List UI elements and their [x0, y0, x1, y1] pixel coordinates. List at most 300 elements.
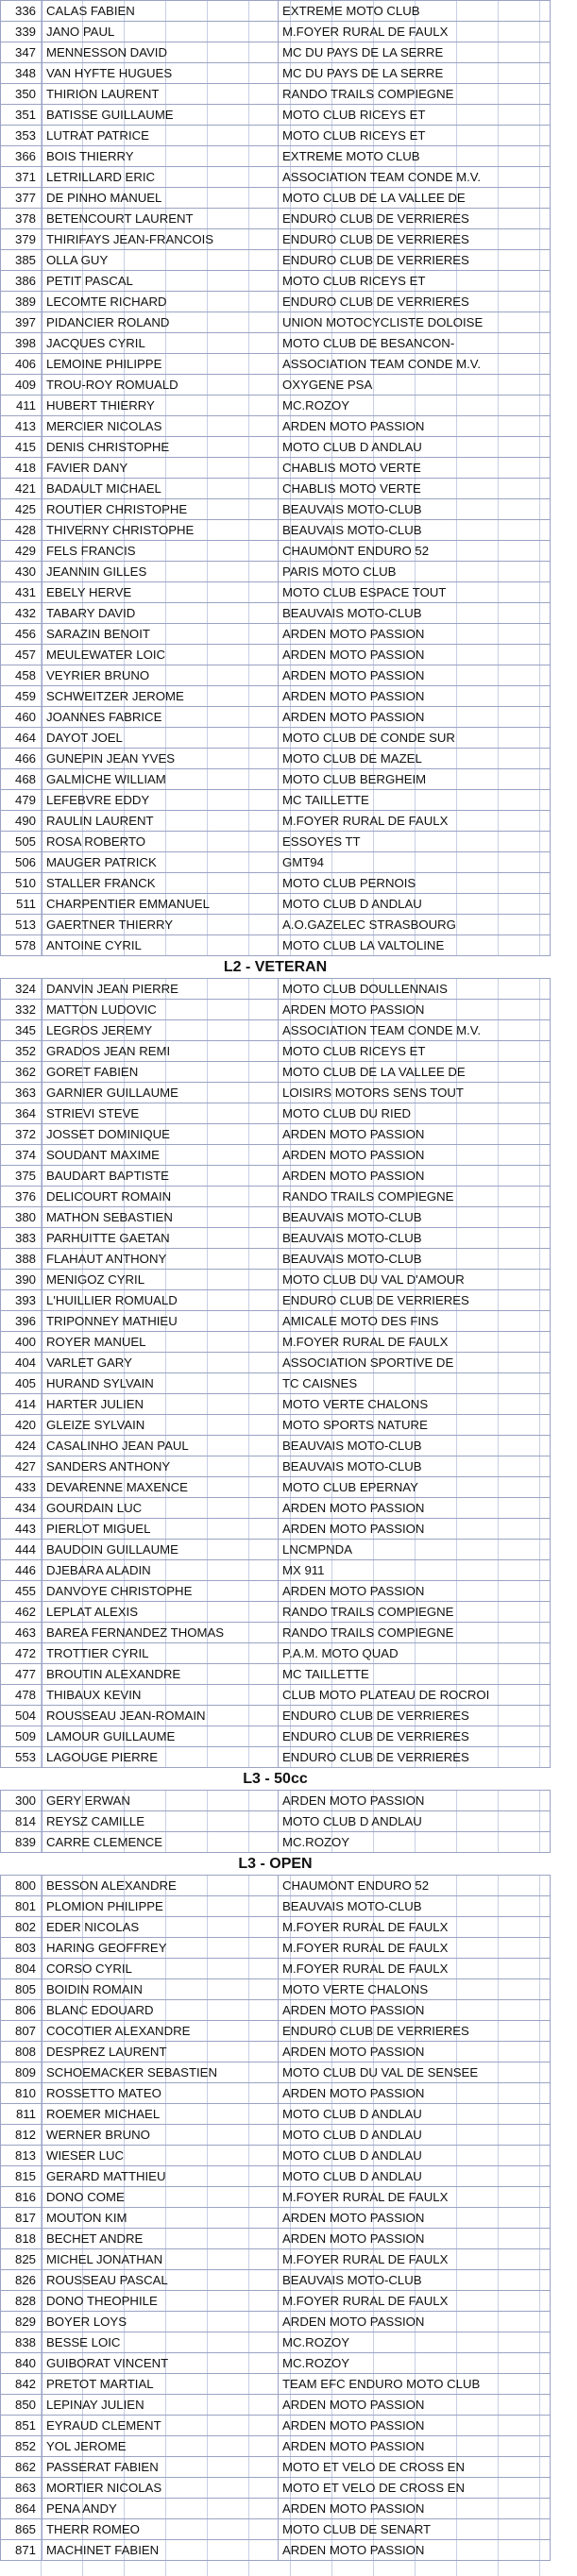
rider-name: ROEMER MICHAEL: [42, 2104, 279, 2125]
rider-name: JOSSET DOMINIQUE: [42, 1124, 279, 1145]
rider-name: LEFEBVRE EDDY: [42, 790, 279, 811]
rider-name: PASSERAT FABIEN: [42, 2457, 279, 2478]
table-row: [1, 1477, 551, 1498]
rider-number: 472: [1, 1643, 42, 1664]
rider-club: BEAUVAIS MOTO-CLUB: [279, 1207, 551, 1228]
table-row: [1, 1811, 551, 1832]
rider-number: 463: [1, 1623, 42, 1643]
rider-club: MOTO CLUB BERGHEIM: [279, 769, 551, 790]
rider-number: 386: [1, 271, 42, 292]
rider-number: 806: [1, 2000, 42, 2021]
rider-club: ARDEN MOTO PASSION: [279, 2312, 551, 2332]
rider-name: STALLER FRANCK: [42, 873, 279, 894]
rider-club: MOTO CLUB DE CONDE SUR: [279, 728, 551, 749]
rider-name: TABARY DAVID: [42, 603, 279, 624]
rider-name: ROUTIER CHRISTOPHE: [42, 499, 279, 520]
rider-club: ESSOYES TT: [279, 832, 551, 852]
rider-club: GMT94: [279, 852, 551, 873]
table-row: [1, 1685, 551, 1706]
rider-club: MX 911: [279, 1560, 551, 1581]
rider-club: M.FOYER RURAL DE FAULX: [279, 1959, 551, 1979]
rider-club: ENDURO CLUB DE VERRIERES: [279, 292, 551, 312]
rider-club: UNION MOTOCYCLISTE DOLOISE: [279, 312, 551, 333]
rider-name: CASALINHO JEAN PAUL: [42, 1436, 279, 1456]
table-row: [1, 105, 551, 126]
table-row: [1, 2042, 551, 2062]
rider-club: BEAUVAIS MOTO-CLUB: [279, 603, 551, 624]
table-row: [1, 1436, 551, 1456]
section-header-row: [1, 1853, 551, 1876]
rider-club: ARDEN MOTO PASSION: [279, 2042, 551, 2062]
table-row: [1, 811, 551, 832]
rider-number: 428: [1, 520, 42, 541]
table-row: [1, 2229, 551, 2249]
rider-name: PLOMION PHILIPPE: [42, 1896, 279, 1917]
rider-number: 404: [1, 1353, 42, 1373]
rider-club: MOTO SPORTS NATURE: [279, 1415, 551, 1436]
rider-club: MC DU PAYS DE LA SERRE: [279, 63, 551, 84]
table-row: [1, 1456, 551, 1477]
table-row: [1, 1540, 551, 1560]
rider-number: 385: [1, 250, 42, 271]
section-title: L2 - VETERAN: [1, 956, 551, 979]
rider-club: MOTO CLUB DE SENART: [279, 2519, 551, 2540]
rider-number: 366: [1, 146, 42, 167]
table-row: [1, 520, 551, 541]
rider-number: 376: [1, 1187, 42, 1207]
rider-name: THIVERNY CHRISTOPHE: [42, 520, 279, 541]
rider-name: MAUGER PATRICK: [42, 852, 279, 873]
table-row: [1, 1, 551, 22]
rider-name: REYSZ CAMILLE: [42, 1811, 279, 1832]
rider-name: BESSON ALEXANDRE: [42, 1876, 279, 1896]
rider-club: MOTO CLUB DOULLENNAIS: [279, 979, 551, 1000]
rider-number: 421: [1, 479, 42, 499]
table-row: [1, 873, 551, 894]
rider-name: PIDANCIER ROLAND: [42, 312, 279, 333]
rider-name: LUTRAT PATRICE: [42, 126, 279, 146]
rider-name: MICHEL JONATHAN: [42, 2249, 279, 2270]
table-row: [1, 250, 551, 271]
table-row: [1, 209, 551, 229]
rider-number: 490: [1, 811, 42, 832]
rider-name: HARING GEOFFREY: [42, 1938, 279, 1959]
rider-name: GUNEPIN JEAN YVES: [42, 749, 279, 769]
rider-number: 434: [1, 1498, 42, 1519]
rider-name: CALAS FABIEN: [42, 1, 279, 22]
rider-number: 457: [1, 645, 42, 665]
table-row: [1, 146, 551, 167]
table-row: [1, 1270, 551, 1290]
rider-number: 363: [1, 1083, 42, 1103]
rider-number: 414: [1, 1394, 42, 1415]
rider-number: 339: [1, 22, 42, 42]
table-row: [1, 2208, 551, 2229]
rider-number: 380: [1, 1207, 42, 1228]
rider-number: 324: [1, 979, 42, 1000]
rider-club: LOISIRS MOTORS SENS TOUT: [279, 1083, 551, 1103]
rider-club: MOTO ET VELO DE CROSS EN: [279, 2457, 551, 2478]
table-row: [1, 894, 551, 915]
rider-club: RANDO TRAILS COMPIEGNE: [279, 1623, 551, 1643]
rider-name: MATHON SEBASTIEN: [42, 1207, 279, 1228]
rider-club: EXTREME MOTO CLUB: [279, 1, 551, 22]
rider-club: ARDEN MOTO PASSION: [279, 2416, 551, 2436]
table-row: [1, 167, 551, 188]
table-row: [1, 915, 551, 935]
rider-club: BEAUVAIS MOTO-CLUB: [279, 520, 551, 541]
rider-number: 383: [1, 1228, 42, 1249]
rider-name: LEGROS JEREMY: [42, 1020, 279, 1041]
rider-name: GERY ERWAN: [42, 1791, 279, 1811]
rider-name: FELS FRANCIS: [42, 541, 279, 562]
rider-number: 455: [1, 1581, 42, 1602]
rider-number: 371: [1, 167, 42, 188]
rider-club: ARDEN MOTO PASSION: [279, 1519, 551, 1540]
rider-number: 511: [1, 894, 42, 915]
rider-club: ENDURO CLUB DE VERRIERES: [279, 1747, 551, 1768]
rider-name: LEMOINE PHILIPPE: [42, 354, 279, 375]
table-row: [1, 1290, 551, 1311]
table-row: [1, 84, 551, 105]
rider-number: 578: [1, 935, 42, 956]
rider-name: DESPREZ LAURENT: [42, 2042, 279, 2062]
table-row: [1, 271, 551, 292]
rider-number: 351: [1, 105, 42, 126]
rider-name: OLLA GUY: [42, 250, 279, 271]
table-row: [1, 1979, 551, 2000]
table-row: [1, 2249, 551, 2270]
table-row: [1, 562, 551, 582]
rider-name: EYRAUD CLEMENT: [42, 2416, 279, 2436]
table-row: [1, 728, 551, 749]
rider-name: GALMICHE WILLIAM: [42, 769, 279, 790]
rider-name: BOIDIN ROMAIN: [42, 1979, 279, 2000]
table-row: [1, 1832, 551, 1853]
rider-number: 510: [1, 873, 42, 894]
rider-number: 864: [1, 2499, 42, 2519]
rider-number: 411: [1, 396, 42, 416]
rider-number: 459: [1, 686, 42, 707]
rider-club: MOTO CLUB ESPACE TOUT: [279, 582, 551, 603]
table-row: [1, 2146, 551, 2166]
rider-name: MENIGOZ CYRIL: [42, 1270, 279, 1290]
rider-number: 818: [1, 2229, 42, 2249]
rider-number: 444: [1, 1540, 42, 1560]
rider-name: DJEBARA ALADIN: [42, 1560, 279, 1581]
rider-club: ARDEN MOTO PASSION: [279, 1791, 551, 1811]
table-row: [1, 769, 551, 790]
rider-club: ARDEN MOTO PASSION: [279, 2000, 551, 2021]
rider-club: PARIS MOTO CLUB: [279, 562, 551, 582]
section-header-row: [1, 1768, 551, 1791]
table-row: [1, 1166, 551, 1187]
rider-name: DELICOURT ROMAIN: [42, 1187, 279, 1207]
rider-name: DE PINHO MANUEL: [42, 188, 279, 209]
rider-name: MENNESSON DAVID: [42, 42, 279, 63]
rider-number: 803: [1, 1938, 42, 1959]
rider-number: 814: [1, 1811, 42, 1832]
rider-number: 418: [1, 458, 42, 479]
rider-club: M.FOYER RURAL DE FAULX: [279, 811, 551, 832]
table-row: [1, 1083, 551, 1103]
table-row: [1, 1228, 551, 1249]
table-row: [1, 2000, 551, 2021]
rider-club: MOTO CLUB DE BESANCON-: [279, 333, 551, 354]
rider-club: MC TAILLETTE: [279, 1664, 551, 1685]
rider-name: THIBAUX KEVIN: [42, 1685, 279, 1706]
rider-club: M.FOYER RURAL DE FAULX: [279, 1332, 551, 1353]
table-row: [1, 1041, 551, 1062]
rider-name: STRIEVI STEVE: [42, 1103, 279, 1124]
rider-club: MOTO CLUB RICEYS ET: [279, 105, 551, 126]
rider-name: HUBERT THIERRY: [42, 396, 279, 416]
rider-name: VEYRIER BRUNO: [42, 665, 279, 686]
rider-club: ARDEN MOTO PASSION: [279, 665, 551, 686]
rider-name: L'HUILLIER ROMUALD: [42, 1290, 279, 1311]
table-row: [1, 1876, 551, 1896]
table-row: [1, 63, 551, 84]
rider-name: GOURDAIN LUC: [42, 1498, 279, 1519]
table-row: [1, 665, 551, 686]
rider-number: 396: [1, 1311, 42, 1332]
rider-number: 345: [1, 1020, 42, 1041]
table-row: [1, 707, 551, 728]
rider-number: 809: [1, 2062, 42, 2083]
rider-club: M.FOYER RURAL DE FAULX: [279, 2187, 551, 2208]
table-row: [1, 1747, 551, 1768]
rider-number: 816: [1, 2187, 42, 2208]
rider-name: EBELY HERVE: [42, 582, 279, 603]
rider-club: ASSOCIATION SPORTIVE DE: [279, 1353, 551, 1373]
rider-name: BOIS THIERRY: [42, 146, 279, 167]
rider-club: MOTO CLUB D ANDLAU: [279, 2104, 551, 2125]
rider-name: GAERTNER THIERRY: [42, 915, 279, 935]
table-row: [1, 790, 551, 811]
rider-club: MOTO CLUB PERNOIS: [279, 873, 551, 894]
rider-number: 400: [1, 1332, 42, 1353]
rider-number: 802: [1, 1917, 42, 1938]
rider-number: 505: [1, 832, 42, 852]
rider-club: RANDO TRAILS COMPIEGNE: [279, 1187, 551, 1207]
table-row: [1, 1332, 551, 1353]
table-row: [1, 396, 551, 416]
rider-name: GRADOS JEAN REMI: [42, 1041, 279, 1062]
rider-club: MC TAILLETTE: [279, 790, 551, 811]
rider-number: 443: [1, 1519, 42, 1540]
table-row: [1, 1560, 551, 1581]
rider-number: 826: [1, 2270, 42, 2291]
rider-name: CHARPENTIER EMMANUEL: [42, 894, 279, 915]
table-row: [1, 624, 551, 645]
rider-club: MOTO CLUB RICEYS ET: [279, 126, 551, 146]
rider-name: MOUTON KIM: [42, 2208, 279, 2229]
rider-name: VAN HYFTE HUGUES: [42, 63, 279, 84]
rider-club: RANDO TRAILS COMPIEGNE: [279, 1602, 551, 1623]
rider-number: 406: [1, 354, 42, 375]
table-row: [1, 1959, 551, 1979]
table-row: [1, 479, 551, 499]
rider-name: DANVIN JEAN PIERRE: [42, 979, 279, 1000]
rider-number: 478: [1, 1685, 42, 1706]
rider-number: 840: [1, 2353, 42, 2374]
rider-name: BOYER LOYS: [42, 2312, 279, 2332]
rider-name: TRIPONNEY MATHIEU: [42, 1311, 279, 1332]
rider-club: ARDEN MOTO PASSION: [279, 2395, 551, 2416]
rider-name: DEVARENNE MAXENCE: [42, 1477, 279, 1498]
rider-number: 852: [1, 2436, 42, 2457]
rider-name: MEULEWATER LOIC: [42, 645, 279, 665]
rider-club: ARDEN MOTO PASSION: [279, 2436, 551, 2457]
table-row: [1, 2291, 551, 2312]
rider-name: DONO COME: [42, 2187, 279, 2208]
table-row: [1, 1187, 551, 1207]
rider-club: ARDEN MOTO PASSION: [279, 1166, 551, 1187]
rider-number: 477: [1, 1664, 42, 1685]
rider-number: 405: [1, 1373, 42, 1394]
rider-club: MOTO CLUB D ANDLAU: [279, 1811, 551, 1832]
rider-club: ARDEN MOTO PASSION: [279, 1124, 551, 1145]
rider-number: 839: [1, 1832, 42, 1853]
table-row: [1, 2478, 551, 2499]
rider-number: 863: [1, 2478, 42, 2499]
table-row: [1, 229, 551, 250]
rider-name: COCOTIER ALEXANDRE: [42, 2021, 279, 2042]
table-row: [1, 582, 551, 603]
rider-number: 851: [1, 2416, 42, 2436]
rider-club: MOTO CLUB EPERNAY: [279, 1477, 551, 1498]
rider-name: LETRILLARD ERIC: [42, 167, 279, 188]
table-row: [1, 22, 551, 42]
rider-number: 372: [1, 1124, 42, 1145]
rider-club: M.FOYER RURAL DE FAULX: [279, 1938, 551, 1959]
rider-club: MOTO CLUB DU RIED: [279, 1103, 551, 1124]
rider-name: MATTON LUDOVIC: [42, 1000, 279, 1020]
rider-name: BECHET ANDRE: [42, 2229, 279, 2249]
table-row: [1, 2062, 551, 2083]
rider-club: M.FOYER RURAL DE FAULX: [279, 1917, 551, 1938]
table-row: [1, 2416, 551, 2436]
rider-name: THERR ROMEO: [42, 2519, 279, 2540]
rider-number: 801: [1, 1896, 42, 1917]
rider-club: AMICALE MOTO DES FINS: [279, 1311, 551, 1332]
rider-name: BATISSE GUILLAUME: [42, 105, 279, 126]
table-row: [1, 2519, 551, 2540]
rider-name: BAUDART BAPTISTE: [42, 1166, 279, 1187]
rider-name: LEPINAY JULIEN: [42, 2395, 279, 2416]
rider-club: ARDEN MOTO PASSION: [279, 1581, 551, 1602]
table-row: [1, 2457, 551, 2478]
rider-number: 415: [1, 437, 42, 458]
table-row: [1, 1062, 551, 1083]
rider-club: ARDEN MOTO PASSION: [279, 645, 551, 665]
rider-number: 374: [1, 1145, 42, 1166]
rider-number: 800: [1, 1876, 42, 1896]
table-row: [1, 1124, 551, 1145]
rider-number: 398: [1, 333, 42, 354]
rider-name: HURAND SYLVAIN: [42, 1373, 279, 1394]
rider-number: 805: [1, 1979, 42, 2000]
rider-club: M.FOYER RURAL DE FAULX: [279, 2291, 551, 2312]
rider-number: 825: [1, 2249, 42, 2270]
rider-number: 458: [1, 665, 42, 686]
rider-club: MOTO CLUB D ANDLAU: [279, 2166, 551, 2187]
rider-number: 336: [1, 1, 42, 22]
rider-number: 393: [1, 1290, 42, 1311]
rider-name: ROUSSEAU PASCAL: [42, 2270, 279, 2291]
table-row: [1, 2187, 551, 2208]
rider-name: RAULIN LAURENT: [42, 811, 279, 832]
rider-club: ARDEN MOTO PASSION: [279, 1498, 551, 1519]
rider-number: 352: [1, 1041, 42, 1062]
rider-club: MOTO ET VELO DE CROSS EN: [279, 2478, 551, 2499]
rider-number: 379: [1, 229, 42, 250]
table-row: [1, 2436, 551, 2457]
rider-club: ARDEN MOTO PASSION: [279, 2208, 551, 2229]
rider-number: 429: [1, 541, 42, 562]
rider-club: ENDURO CLUB DE VERRIERES: [279, 1706, 551, 1726]
rider-club: ARDEN MOTO PASSION: [279, 2229, 551, 2249]
rider-club: MC.ROZOY: [279, 396, 551, 416]
rider-number: 456: [1, 624, 42, 645]
table-row: [1, 2270, 551, 2291]
rider-club: CHABLIS MOTO VERTE: [279, 458, 551, 479]
rider-number: 375: [1, 1166, 42, 1187]
rider-club: CHAUMONT ENDURO 52: [279, 1876, 551, 1896]
table-row: [1, 2374, 551, 2395]
rider-name: GORET FABIEN: [42, 1062, 279, 1083]
section-title: L3 - OPEN: [1, 1853, 551, 1876]
table-row: [1, 2312, 551, 2332]
rider-name: ROYER MANUEL: [42, 1332, 279, 1353]
table-row: [1, 1020, 551, 1041]
rider-number: 850: [1, 2395, 42, 2416]
rider-club: MC DU PAYS DE LA SERRE: [279, 42, 551, 63]
table-row: [1, 2125, 551, 2146]
rider-number: 433: [1, 1477, 42, 1498]
table-row: [1, 292, 551, 312]
table-row: [1, 416, 551, 437]
rider-number: 807: [1, 2021, 42, 2042]
rider-name: WIESER LUC: [42, 2146, 279, 2166]
rider-club: LNCMPNDA: [279, 1540, 551, 1560]
rider-name: BAREA FERNANDEZ THOMAS: [42, 1623, 279, 1643]
table-row: [1, 2332, 551, 2353]
rider-number: 409: [1, 375, 42, 396]
table-row: [1, 1373, 551, 1394]
rider-name: CORSO CYRIL: [42, 1959, 279, 1979]
rider-club: ENDURO CLUB DE VERRIERES: [279, 250, 551, 271]
table-row: [1, 375, 551, 396]
rider-number: 828: [1, 2291, 42, 2312]
rider-number: 425: [1, 499, 42, 520]
section-title: L3 - 50cc: [1, 1768, 551, 1791]
table-row: [1, 2540, 551, 2561]
table-row: [1, 852, 551, 873]
rider-number: 430: [1, 562, 42, 582]
rider-number: 462: [1, 1602, 42, 1623]
table-row: [1, 437, 551, 458]
table-row: [1, 1581, 551, 1602]
rider-number: 364: [1, 1103, 42, 1124]
rider-number: 466: [1, 749, 42, 769]
rider-number: 460: [1, 707, 42, 728]
rider-club: MOTO CLUB RICEYS ET: [279, 1041, 551, 1062]
table-row: [1, 2083, 551, 2104]
rider-club: MOTO CLUB LA VALTOLINE: [279, 935, 551, 956]
rider-club: ARDEN MOTO PASSION: [279, 624, 551, 645]
rider-club: MOTO CLUB RICEYS ET: [279, 271, 551, 292]
